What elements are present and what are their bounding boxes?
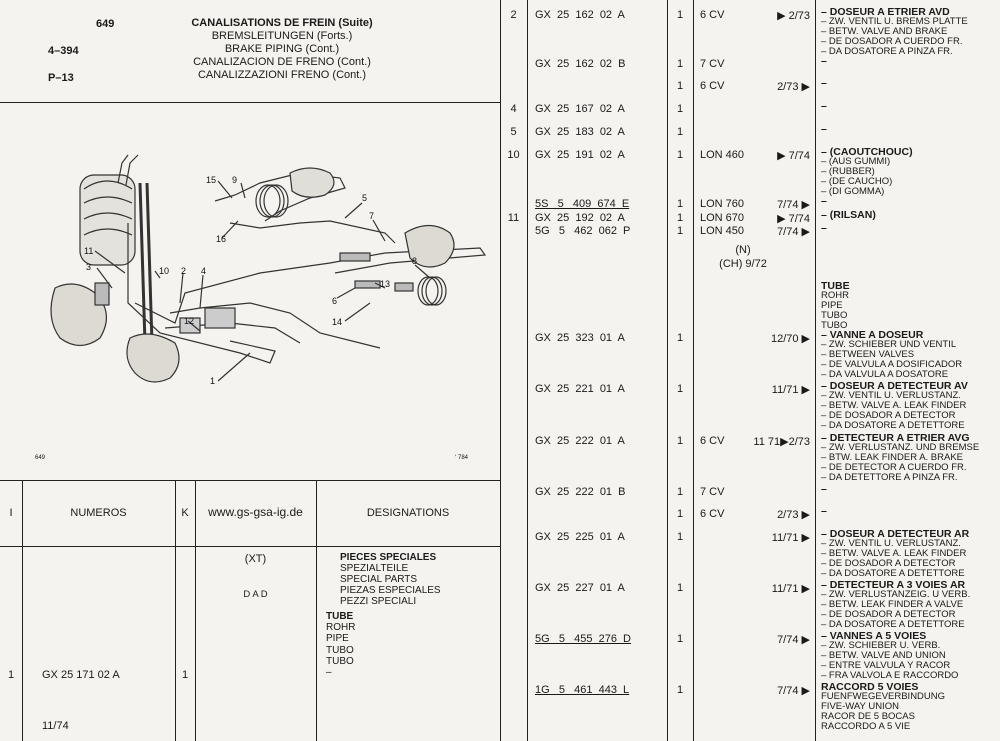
row-designation: [821, 56, 827, 66]
row-part-number: 5G 5 462 062 P: [535, 225, 631, 237]
col-rule-web: [316, 480, 317, 741]
row-quantity: 1: [676, 633, 684, 645]
row-date: ▶ 7/74: [777, 150, 810, 162]
designation-line: – (DE CAUCHO): [821, 176, 893, 187]
note-n: (N): [735, 244, 751, 256]
row-designation: [821, 631, 958, 681]
designation-line: – DA DOSATORE A DETETTORE: [821, 420, 965, 431]
callout-5: 5: [362, 193, 368, 203]
row-date: 7/74 ▶: [777, 226, 810, 238]
row-variant: 6 CV: [700, 508, 725, 520]
callout-14: 14: [332, 317, 343, 327]
designation-line: – BETW. VALVE A. LEAK FINDER: [821, 400, 967, 411]
callout-2: 2: [181, 266, 187, 276]
corner-note-right: ‘ 784: [455, 455, 469, 461]
row-variant: 7 CV: [700, 486, 725, 498]
left-row-i: 1: [7, 669, 15, 681]
row-part-number: GX 25 225 01 A: [535, 531, 625, 543]
row-index: 11: [507, 212, 520, 224]
left-row-k: 1: [181, 669, 189, 681]
row-date: 7/74 ▶: [777, 199, 810, 211]
row-date: ▶ 7/74: [777, 213, 810, 225]
callout-9: 9: [232, 175, 238, 185]
row-designation: [821, 124, 827, 134]
row-date: 11/71 ▶: [771, 532, 810, 544]
designation-line: – VANNES A 5 VOIES: [821, 630, 927, 642]
callout-3: 3: [86, 262, 92, 272]
row-quantity: 1: [676, 80, 684, 92]
table-header-rule: [0, 546, 500, 547]
tube-r-es: TUBO: [821, 310, 848, 321]
row-designation: [821, 506, 827, 516]
designation-line: FUENFWEGEVERBINDUNG: [821, 691, 946, 702]
row-variant: 6 CV: [700, 435, 725, 447]
row-part-number: GX 25 227 01 A: [535, 582, 625, 594]
designation-line: – ZW. SCHIEBER U. VERB.: [821, 640, 941, 651]
row-designation: [821, 7, 968, 57]
special-fr: PIECES SPECIALES: [340, 552, 437, 563]
row-part-number: GX 25 222 01 A: [535, 435, 625, 447]
designation-line: – BTW. LEAK FINDER A. BRAKE: [821, 452, 964, 463]
title-fr: CANALISATIONS DE FREIN (Suite): [191, 17, 373, 29]
xt-label: (XT): [244, 553, 267, 565]
left-row-numero: GX 25 171 02 A: [42, 669, 120, 681]
row-date: 11/71 ▶: [771, 384, 810, 396]
corner-note-left: 649: [35, 455, 46, 461]
row-quantity: 1: [676, 508, 684, 520]
col-rule-i: [22, 480, 23, 741]
designation-line: –: [821, 77, 827, 89]
row-designation: [821, 78, 827, 88]
callout-10: 10: [159, 266, 170, 276]
designation-line: – BETW. LEAK FINDER A VALVE: [821, 599, 964, 610]
designation-line: –: [821, 55, 827, 67]
ref-page: 649: [96, 18, 115, 30]
row-quantity: 1: [676, 126, 684, 138]
col-rule-k-r: [693, 0, 694, 741]
row-date: 11/71 ▶: [771, 583, 810, 595]
callout-12: 12: [184, 316, 195, 326]
designation-line: – VANNE A DOSEUR: [821, 329, 924, 341]
row-index: 5: [510, 126, 517, 138]
note-ch: (CH) 9/72: [719, 258, 767, 270]
designation-line: – (DI GOMMA): [821, 186, 885, 197]
designation-line: – (AUS GUMMI): [821, 156, 891, 167]
row-index: 10: [507, 149, 520, 161]
designation-line: – DA VALVULA A DOSATORE: [821, 369, 949, 380]
row-variant: 6 CV: [700, 9, 725, 21]
designation-line: – DETECTEUR A ETRIER AVG: [821, 432, 970, 444]
callout-11: 11: [84, 246, 94, 256]
row-variant: LON 670: [700, 212, 745, 224]
title-de: BREMSLEITUNGEN (Forts.): [211, 30, 353, 42]
row-quantity: 1: [676, 212, 684, 224]
designation-line: –: [821, 483, 827, 495]
designation-line: – DE DOSADOR A CUERDO FR.: [821, 36, 963, 47]
col-header-web: www.gs-gsa-ig.de: [208, 505, 303, 519]
row-date: 12/70 ▶: [770, 333, 810, 345]
designation-line: – ENTRE VALVULA Y RACOR: [821, 660, 951, 671]
designation-line: – BETWEEN VALVES: [821, 349, 915, 360]
special-it: PEZZI SPECIALI: [340, 596, 417, 607]
designation-line: – DE DOSADOR A DETECTOR: [821, 609, 956, 620]
ref-p: P–13: [48, 72, 74, 84]
row-designation: [821, 529, 969, 579]
tube-en: PIPE: [326, 633, 349, 645]
row-designation: [821, 196, 827, 206]
row-quantity: 1: [676, 486, 684, 498]
tube-fr: TUBE: [326, 611, 354, 622]
row-designation: [821, 433, 979, 483]
designation-line: RACCORDO A 5 VIE: [821, 721, 911, 732]
row-designation: [821, 223, 827, 233]
row-designation: [821, 147, 913, 197]
row-designation: [821, 330, 962, 380]
callout-16: 16: [216, 234, 227, 244]
diagram-drawing: [0, 103, 500, 479]
row-quantity: 1: [676, 149, 684, 161]
row-quantity: 1: [676, 435, 684, 447]
row-quantity: 1: [676, 225, 684, 237]
callout-8: 8: [412, 256, 418, 266]
tube-r-it: TUBO: [821, 320, 848, 331]
tube-r-en: PIPE: [821, 300, 843, 311]
col-header-k: K: [181, 507, 189, 519]
row-date: 11 71▶2/73: [753, 436, 810, 448]
col-header-numeros: NUMEROS: [70, 507, 127, 519]
row-designation: [821, 101, 827, 111]
row-part-number: GX 25 191 02 A: [535, 149, 625, 161]
designation-line: – DOSEUR A DETECTEUR AV: [821, 380, 968, 392]
row-part-number: 1G 5 461 443 L: [535, 684, 630, 696]
row-part-number: GX 25 323 01 A: [535, 332, 625, 344]
designation-line: – ZW. VENTIL U. BREMS PLATTE: [821, 16, 968, 27]
row-designation: [821, 580, 970, 630]
col-rule-i-r: [527, 0, 528, 741]
designation-line: – ZW. VERLUSTANZEIG. U VERB.: [821, 589, 971, 600]
designation-line: – FRA VALVOLA E RACCORDO: [821, 670, 959, 681]
col-rule-var-r: [815, 0, 816, 741]
designation-line: – DE DOSADOR A DETECTOR: [821, 410, 956, 421]
designation-line: – ZW. VENTIL U. VERLUSTANZ.: [821, 390, 961, 401]
col-header-designations: DESIGNATIONS: [366, 507, 450, 519]
row-index: 2: [510, 9, 517, 21]
title-it: CANALIZZAZIONI FRENO (Cont.): [197, 69, 367, 81]
title-en: BRAKE PIPING (Cont.): [224, 43, 340, 55]
col-rule-numeros: [175, 480, 176, 741]
designation-line: – (RILSAN): [821, 209, 876, 221]
tube-r-de: ROHR: [821, 290, 849, 301]
row-date: ▶ 2/73: [777, 10, 810, 22]
row-designation: [821, 210, 876, 220]
callout-7: 7: [369, 211, 375, 221]
row-part-number: GX 25 183 02 A: [535, 126, 625, 138]
tube-r-fr: TUBE: [821, 280, 850, 292]
designation-line: – DA DOSATORE A DETETTORE: [821, 568, 965, 579]
tube-it: TUBO: [326, 655, 354, 667]
row-part-number: GX 25 167 02 A: [535, 103, 625, 115]
designation-line: RACCORD 5 VOIES: [821, 681, 919, 693]
row-quantity: 1: [676, 332, 684, 344]
row-part-number: GX 25 162 02 A: [535, 9, 625, 21]
brake-piping-diagram: [0, 103, 500, 479]
row-variant: 6 CV: [700, 80, 725, 92]
row-part-number: GX 25 192 02 A: [535, 212, 625, 224]
designation-line: – DA DOSATORE A DETETTORE: [821, 619, 965, 630]
designation-line: – DOSEUR A ETRIER AVD: [821, 6, 950, 18]
row-quantity: 1: [676, 103, 684, 115]
designation-line: – BETW. VALVE AND BRAKE: [821, 26, 948, 37]
row-date: 7/74 ▶: [777, 634, 810, 646]
row-quantity: 1: [676, 58, 684, 70]
designation-line: –: [821, 222, 827, 234]
row-variant: 7 CV: [700, 58, 725, 70]
tube-dash: –: [326, 667, 332, 679]
callout-1: 1: [210, 376, 216, 386]
designation-line: – DA DOSATORE A PINZA FR.: [821, 46, 953, 57]
designation-line: – BETW. VALVE A. LEAK FINDER: [821, 548, 967, 559]
row-variant: LON 760: [700, 198, 745, 210]
tube-es: TUBO: [326, 644, 354, 656]
special-parts-block: [340, 552, 441, 607]
special-en: SPECIAL PARTS: [340, 574, 418, 585]
row-quantity: 1: [676, 383, 684, 395]
row-part-number: GX 25 222 01 B: [535, 486, 626, 498]
left-date: 11/74: [42, 720, 69, 732]
designation-line: – DE VALVULA A DOSIFICADOR: [821, 359, 963, 370]
special-es: PIEZAS ESPECIALES: [340, 585, 441, 596]
callout-15: 15: [206, 175, 217, 185]
designation-line: RACOR DE 5 BOCAS: [821, 711, 915, 722]
designation-line: –: [821, 100, 827, 112]
row-part-number: 5G 5 455 276 D: [535, 633, 632, 645]
callout-6: 6: [332, 296, 338, 306]
designation-line: –: [821, 195, 827, 207]
tube-de: ROHR: [326, 622, 356, 634]
col-rule-k: [195, 480, 196, 741]
designation-line: – BETW. VALVE AND UNION: [821, 650, 946, 661]
callout-4: 4: [201, 266, 207, 276]
designation-line: – DA DETETTORE A PINZA FR.: [821, 472, 958, 483]
designation-line: –: [821, 123, 827, 135]
row-date: 2/73 ▶: [777, 81, 810, 93]
row-index: 4: [510, 103, 517, 115]
row-date: 2/73 ▶: [777, 509, 810, 521]
row-designation: [821, 484, 827, 494]
row-date: 7/74 ▶: [777, 685, 810, 697]
designation-line: – ZW. VERLUSTANZ. UND BREMSE: [821, 442, 980, 453]
row-quantity: 1: [676, 198, 684, 210]
ref-group: 4–394: [48, 45, 79, 57]
row-designation: [821, 381, 968, 431]
row-variant: LON 450: [700, 225, 745, 237]
row-designation: [821, 682, 945, 732]
row-part-number: 5S 5 409 674 E: [535, 198, 630, 210]
row-part-number: GX 25 221 01 A: [535, 383, 625, 395]
tube-block-right: [821, 281, 850, 331]
row-quantity: 1: [676, 531, 684, 543]
callout-13: 13: [380, 279, 391, 289]
diagram-rule: [0, 480, 500, 481]
row-variant: LON 460: [700, 149, 745, 161]
designation-line: – ZW. VENTIL U. VERLUSTANZ.: [821, 538, 961, 549]
designation-line: – (CAOUTCHOUC): [821, 146, 913, 158]
col-header-i: I: [9, 507, 13, 519]
designation-line: – (RUBBER): [821, 166, 875, 177]
dad-label: D A D: [243, 589, 268, 600]
designation-line: – DOSEUR A DETECTEUR AR: [821, 528, 970, 540]
designation-line: – ZW. SCHIEBER UND VENTIL: [821, 339, 957, 350]
row-quantity: 1: [676, 582, 684, 594]
tube-block-left: [326, 611, 355, 678]
title-es: CANALIZACION DE FRENO (Cont.): [193, 56, 371, 68]
designation-line: FIVE-WAY UNION: [821, 701, 899, 712]
row-part-number: GX 25 162 02 B: [535, 58, 626, 70]
special-de: SPEZIALTEILE: [340, 563, 409, 574]
designation-line: –: [821, 505, 827, 517]
row-quantity: 1: [676, 684, 684, 696]
designation-line: – DE DETECTOR A CUERDO FR.: [821, 462, 967, 473]
designation-line: – DETECTEUR A 3 VOIES AR: [821, 579, 966, 591]
row-quantity: 1: [676, 9, 684, 21]
designation-line: – DE DOSADOR A DETECTOR: [821, 558, 956, 569]
